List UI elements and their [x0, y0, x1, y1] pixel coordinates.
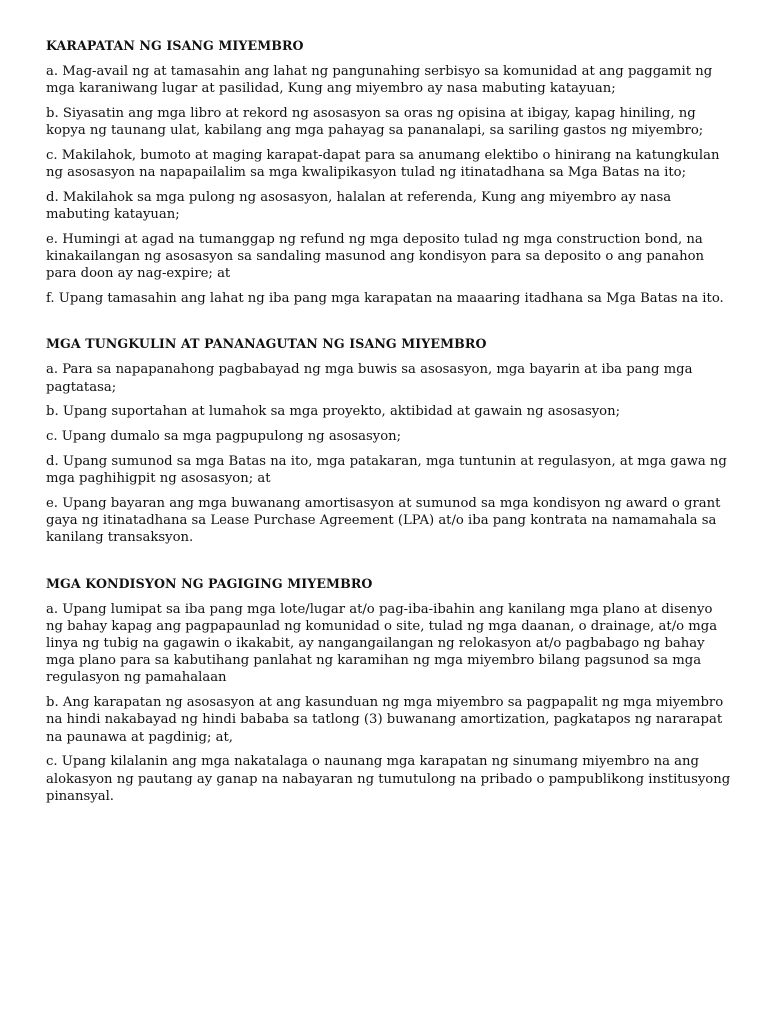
section-tungkulin — [46, 336, 732, 546]
list-item: c. Upang kilalanin ang mga nakatalaga o naunang mga karapatan ng sinumang miyembro na ang alokasyon ng pautang ay ganap na nabayaran ng tumutulong na pribado o pampublikong institusyong pinansyal. — [46, 754, 731, 804]
section-heading: KARAPATAN NG ISANG MIYEMBRO — [46, 38, 304, 53]
list-item: d. Upang sumunod sa mga Batas na ito, mga patakaran, mga tuntunin at regulasyon, at mga gawa ng mga paghihigpit ng asosasyon; at — [46, 454, 727, 487]
section-kondisyon — [46, 576, 732, 805]
section-heading: MGA KONDISYON NG PAGIGING MIYEMBRO — [46, 575, 373, 591]
list-item: b. Ang karapatan ng asosasyon at ang kasunduan ng mga miyembro sa pagpapalit ng mga miyembro na hindi nakabayad ng hindi bababa sa tatlong (3) buwanang amortization, pagkatapos ng nararapat na paunawa at pagdinig; at, — [46, 695, 724, 745]
section-heading: MGA TUNGKULIN AT PANANAGUTAN NG ISANG MIYEMBRO — [46, 336, 487, 352]
list-item: f. Upang tamasahin ang lahat ng iba pang mga karapatan na maaaring itadhana sa Mga Batas na ito. — [46, 291, 724, 307]
list-item: c. Makilahok, bumoto at maging karapat-dapat para sa anumang elektibo o hinirang na katungkulan ng asosasyon na napapailalim sa mga kwalipikasyon tulad ng itinatadhana sa Mga Batas na ito; — [46, 148, 720, 181]
section-karapatan — [46, 38, 732, 307]
list-item: a. Para sa napapanahong pagbabayad ng mga buwis sa asosasyon, mga bayarin at iba pang mga pagtatasa; — [46, 362, 693, 395]
document-content — [46, 38, 732, 834]
list-item: a. Mag-avail ng at tamasahin ang lahat ng pangunahing serbisyo sa komunidad at ang paggamit ng mga karaniwang lugar at pasilidad, Kung ang miyembro ay nasa mabuting katayuan; — [46, 64, 713, 97]
list-item: b. Upang suportahan at lumahok sa mga proyekto, aktibidad at gawain ng asosasyon; — [46, 404, 621, 420]
list-item: c. Upang dumalo sa mga pagpupulong ng asosasyon; — [46, 429, 402, 445]
list-item: b. Siyasatin ang mga libro at rekord ng asosasyon sa oras ng opisina at ibigay, kapag hiniling, ng kopya ng taunang ulat, kabilang ang mga pahayag sa pananalapi, sa sariling gastos ng miyembro; — [46, 106, 704, 139]
list-item: d. Makilahok sa mga pulong ng asosasyon, halalan at referenda, Kung ang miyembro ay nasa mabuting katayuan; — [46, 190, 672, 223]
list-item: e. Humingi at agad na tumanggap ng refund ng mga deposito tulad ng mga construction bond, na kinakailangan ng asosasyon sa sandaling masunod ang kondisyon para sa deposito o ang panahon para doon ay nag-expire; at — [46, 232, 705, 282]
list-item: e. Upang bayaran ang mga buwanang amortisasyon at sumunod sa mga kondisyon ng award o grant gaya ng itinatadhana sa Lease Purchase Agreement (LPA) at/o iba pang kontrata na namamahala sa kanilang transaksyon. — [46, 496, 721, 546]
list-item: a. Upang lumipat sa iba pang mga lote/lugar at/o pag-iba-ibahin ang kanilang mga plano at disenyo ng bahay kapag ang pagpapaunlad ng komunidad o site, tulad ng mga daanan, o drainage, at/o mga linya ng tubig na gagawin o ikakabit, ay nangangailangan ng relokasyon at/o pagbabago ng bahay mga plano para sa kabutihang panlahat ng karamihan ng mga miyembro bilang pagsunod sa mga regulasyon ng pamahalaan — [46, 601, 718, 686]
